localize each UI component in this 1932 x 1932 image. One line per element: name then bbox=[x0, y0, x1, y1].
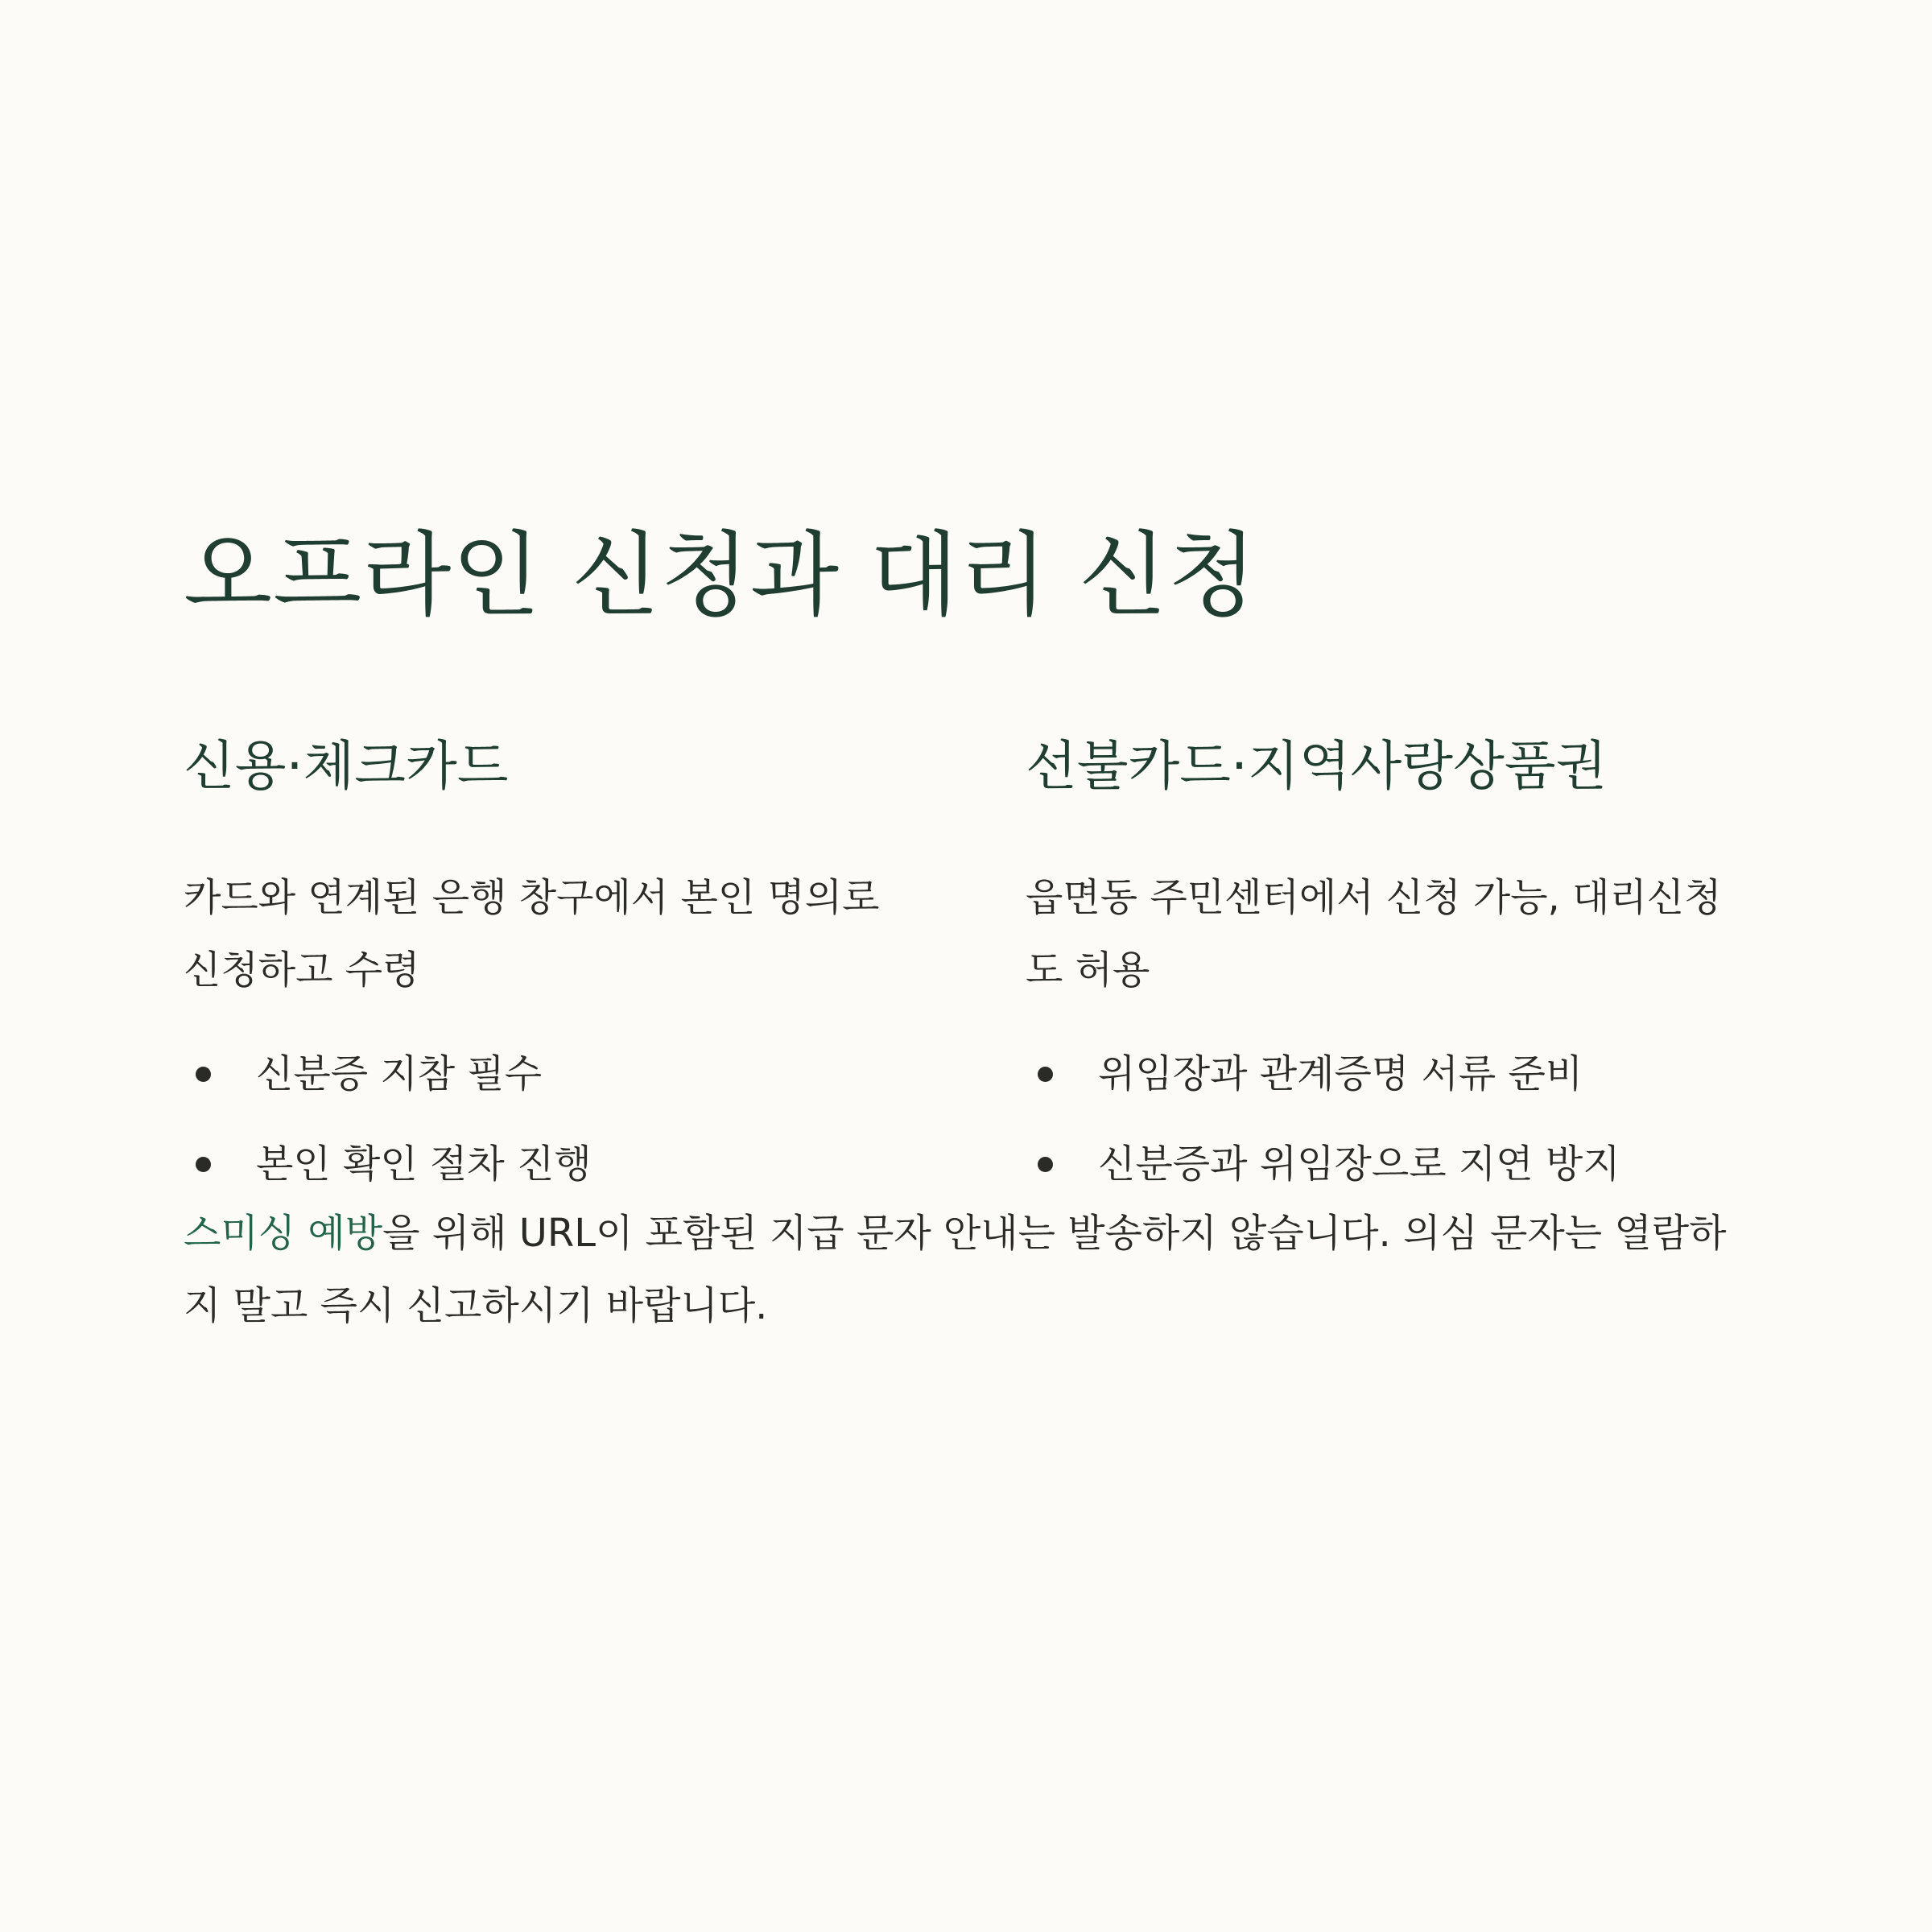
column-credit-check-card bbox=[184, 734, 892, 1227]
column-description: 읍면동 주민센터에서 신청 가능, 대리신청도 허용 bbox=[1026, 875, 1722, 993]
list-item-text: 신분증 지참 필수 bbox=[256, 1051, 543, 1096]
notice-highlight: 스미싱 예방 bbox=[184, 1211, 383, 1256]
bullet-list bbox=[1026, 1046, 1750, 1191]
list-item-text: 위임장과 관계증명 서류 준비 bbox=[1098, 1051, 1583, 1096]
page-title: 오프라인 신청과 대리 신청 bbox=[184, 522, 1258, 629]
column-heading: 신용·체크카드 bbox=[184, 735, 509, 797]
content bbox=[184, 515, 1753, 1342]
column-heading: 선불카드·지역사랑상품권 bbox=[1026, 735, 1608, 797]
list-item bbox=[184, 1137, 892, 1191]
column-description: 카드와 연계된 은행 창구에서 본인 명의로 신청하고 수령 bbox=[184, 875, 880, 993]
notice-text: 을 위해 URL이 포함된 지급 문자 안내는 발송하지 않습니다. 의심 문자는 열람하지 말고 즉시 신고하시기 바랍니다. bbox=[184, 1211, 1727, 1328]
column-prepaid-local-voucher bbox=[1026, 734, 1750, 1227]
list-item-text: 신분증과 위임장으로 지연 방지 bbox=[1098, 1141, 1620, 1187]
columns bbox=[184, 734, 1753, 1197]
list-item bbox=[1026, 1046, 1750, 1101]
list-item-text: 본인 확인 절차 진행 bbox=[256, 1141, 592, 1187]
bullet-dot-icon bbox=[196, 1067, 211, 1082]
bullet-dot-icon bbox=[1038, 1157, 1053, 1172]
bullet-dot-icon bbox=[196, 1157, 211, 1172]
list-item bbox=[184, 1046, 892, 1101]
list-item bbox=[1026, 1137, 1750, 1191]
bullet-dot-icon bbox=[1038, 1067, 1053, 1082]
bullet-list bbox=[184, 1046, 892, 1191]
